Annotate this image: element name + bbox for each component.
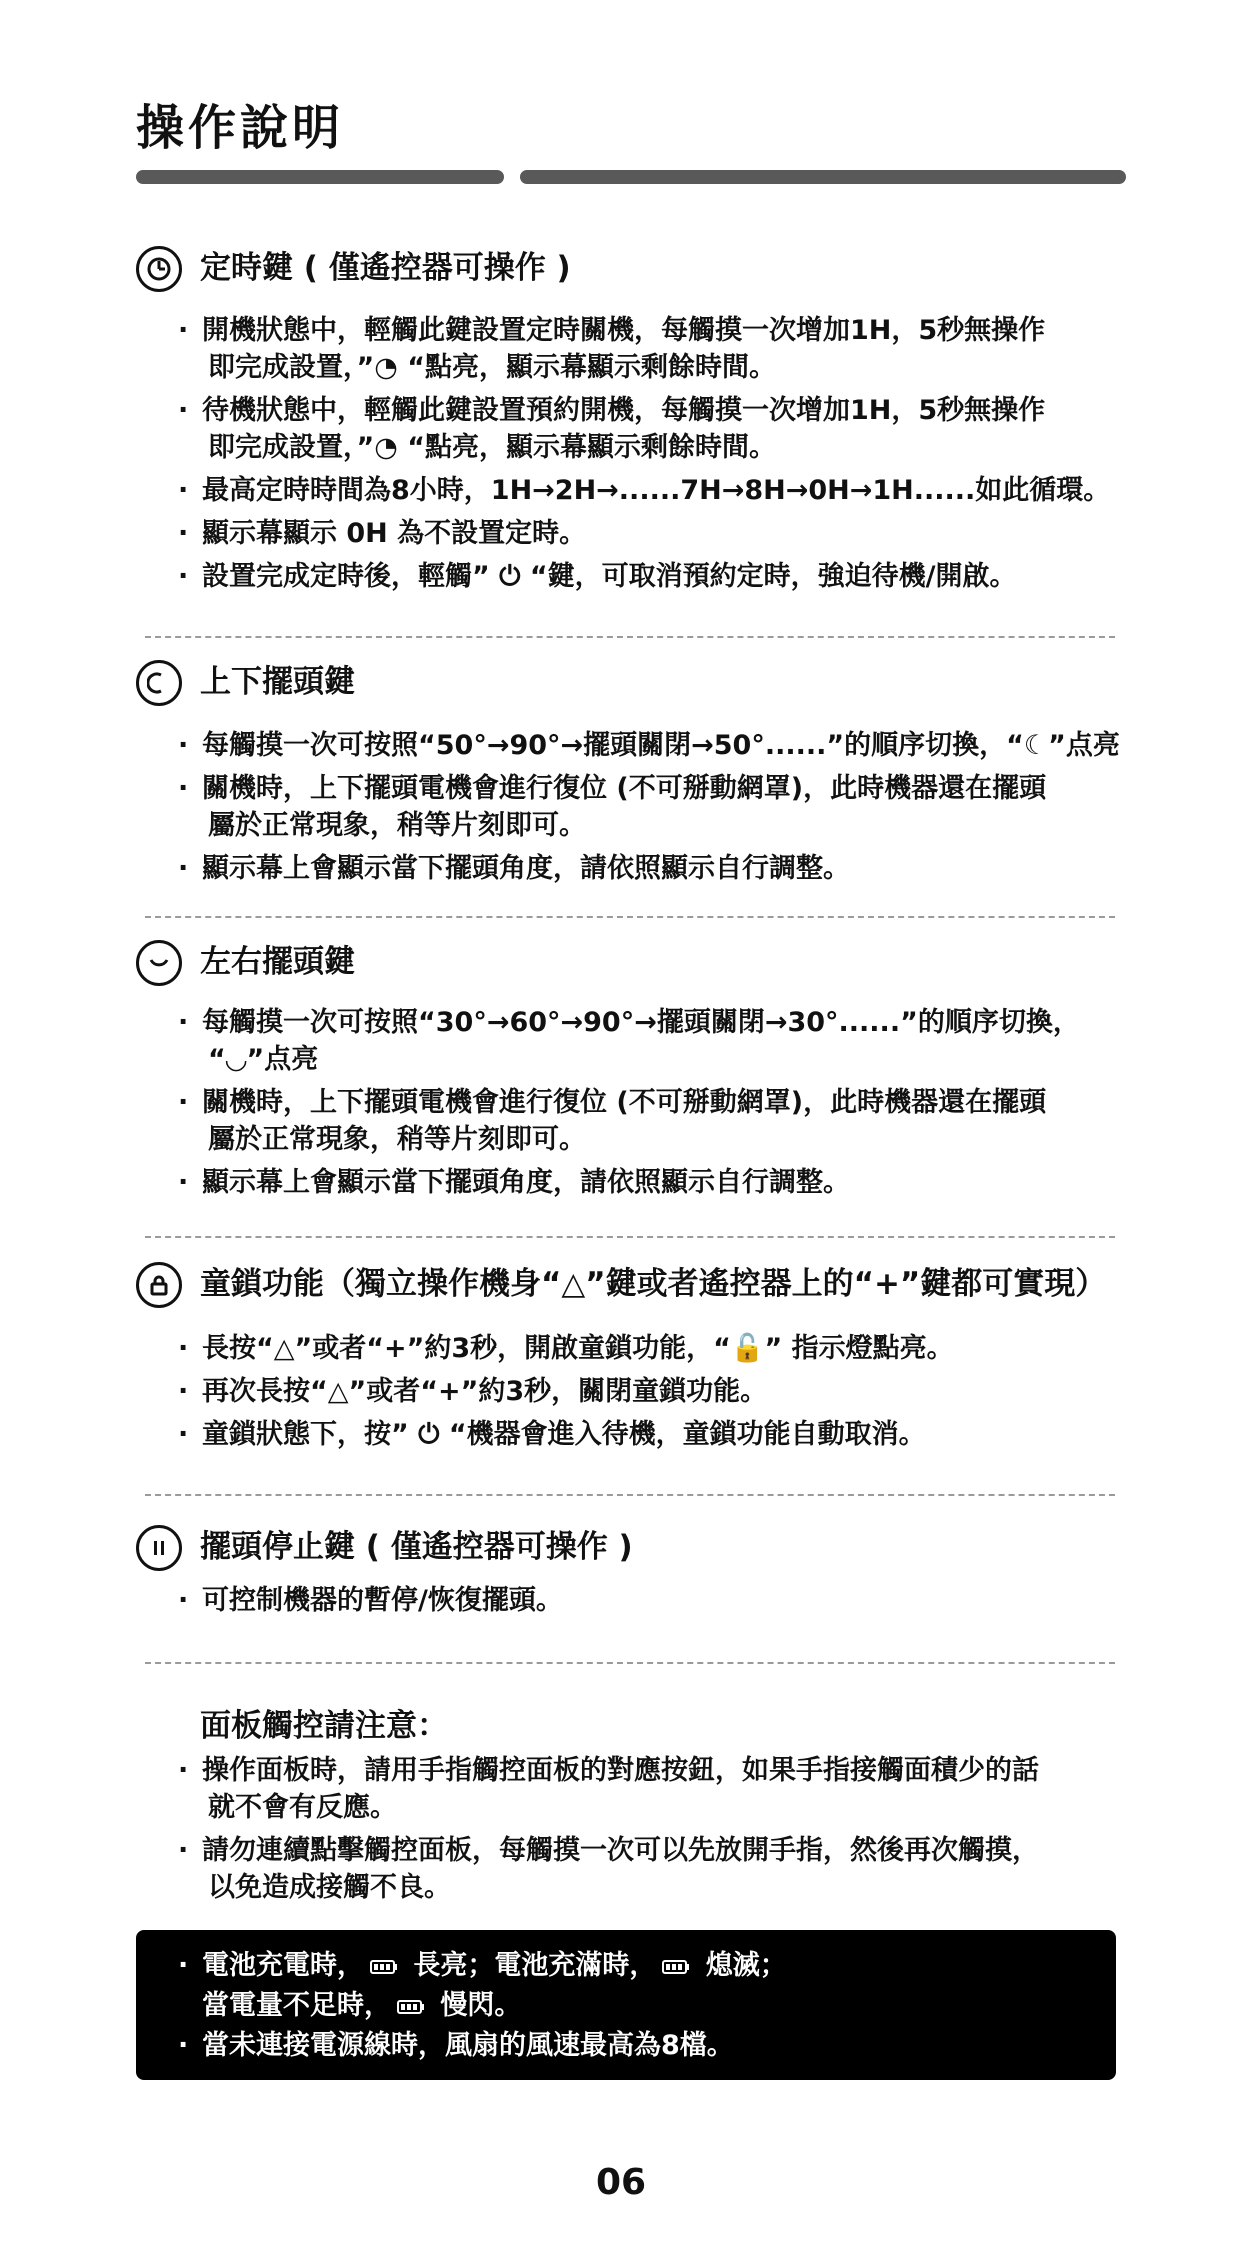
child-lock-item-1: · 長按“△”或者“+”約3秒，開啟童鎖功能，“🔓” 指示燈點亮。 — [178, 1330, 954, 1367]
timer-section-header — [136, 246, 571, 292]
vertical-swing-item-2: · 關機時，上下擺頭電機會進行復位 (不可掰動網罩)，此時機器還在擺頭 屬於正常現象，稍等片刻即可。 — [178, 770, 1120, 844]
section-divider-4 — [145, 1494, 1115, 1496]
power-cable-note: · 當未連接電源線時，風扇的風速最高為8檔。 — [178, 2026, 787, 2066]
touch-panel-notes-title: 面板觸控請注意： — [200, 1708, 448, 1744]
timer-section-title: 定時鍵 ( 僅遙控器可操作 ) — [200, 250, 571, 287]
section-divider-3 — [145, 1236, 1115, 1238]
swing-stop-section-header — [136, 1525, 633, 1571]
timer-item-5: · 設置完成定時後，輕觸” ⏻ “鍵，可取消預約定時，強迫待機/開啟。 — [178, 558, 1110, 595]
battery-icon — [370, 1959, 398, 1975]
vertical-swing-item-3: · 顯示幕上會顯示當下擺頭角度，請依照顯示自行調整。 — [178, 850, 1120, 887]
child-lock-item-2: · 再次長按“△”或者“+”約3秒，關閉童鎖功能。 — [178, 1373, 954, 1410]
horizontal-swing-list — [178, 1004, 1080, 1207]
section-divider-1 — [145, 636, 1115, 638]
child-lock-section-header — [136, 1262, 1106, 1308]
vertical-swing-section-header — [136, 660, 355, 706]
title-underline-left — [136, 170, 504, 184]
child-lock-section-title: 童鎖功能（獨立操作機身“△”鍵或者遙控器上的“+”鍵都可實現） — [200, 1266, 1107, 1303]
horizontal-swing-section-header — [136, 940, 355, 986]
page-title: 操作說明 — [136, 100, 345, 156]
timer-list — [178, 312, 1110, 601]
title-underline-right — [520, 170, 1126, 184]
touch-panel-notes-list — [178, 1752, 1039, 1912]
battery-icon — [397, 1999, 425, 2015]
timer-item-3: · 最高定時時間為8小時，1H→2H→......7H→8H→0H→1H......如此循環。 — [178, 472, 1110, 509]
vertical-swing-icon — [136, 660, 182, 706]
child-lock-icon — [136, 1262, 182, 1308]
swing-stop-section-title: 擺頭停止鍵 ( 僅遙控器可操作 ) — [200, 1529, 633, 1566]
timer-icon — [136, 246, 182, 292]
note-item-1: · 操作面板時，請用手指觸控面板的對應按鈕，如果手指接觸面積少的話 就不會有反應。 — [178, 1752, 1039, 1826]
swing-stop-item-1: · 可控制機器的暫停/恢復擺頭。 — [178, 1582, 563, 1619]
timer-item-4: · 顯示幕顯示 0H 為不設置定時。 — [178, 515, 1110, 552]
page-number: 06 — [595, 2162, 647, 2203]
section-divider-5 — [145, 1662, 1115, 1664]
battery-info-box — [136, 1930, 1116, 2080]
timer-item-1: · 開機狀態中，輕觸此鍵設置定時關機，每觸摸一次增加1H，5秒無操作 即完成設置，”◔ “點亮，顯示幕顯示剩餘時間。 — [178, 312, 1110, 386]
note-item-2: · 請勿連續點擊觸控面板，每觸摸一次可以先放開手指，然後再次觸摸， 以免造成接觸不良。 — [178, 1832, 1039, 1906]
timer-item-2: · 待機狀態中，輕觸此鍵設置預約開機，每觸摸一次增加1H，5秒無操作 即完成設置，”◔ “點亮，顯示幕顯示剩餘時間。 — [178, 392, 1110, 466]
section-divider-2 — [145, 916, 1115, 918]
battery-icon — [662, 1959, 690, 1975]
child-lock-item-3: · 童鎖狀態下，按” ⏻ “機器會進入待機，童鎖功能自動取消。 — [178, 1416, 954, 1453]
child-lock-list — [178, 1330, 954, 1459]
horizontal-swing-icon — [136, 940, 182, 986]
pause-icon — [136, 1525, 182, 1571]
vertical-swing-list — [178, 727, 1120, 893]
horizontal-swing-section-title: 左右擺頭鍵 — [200, 944, 355, 981]
horizontal-swing-item-2: · 關機時，上下擺頭電機會進行復位 (不可掰動網罩)，此時機器還在擺頭 屬於正常現象，稍等片刻即可。 — [178, 1084, 1080, 1158]
vertical-swing-item-1: · 每觸摸一次可按照“50°→90°→擺頭關閉→50°......”的順序切換，“☾”点亮 — [178, 727, 1120, 764]
vertical-swing-section-title: 上下擺頭鍵 — [200, 664, 355, 701]
horizontal-swing-item-1: · 每觸摸一次可按照“30°→60°→90°→擺頭關閉→30°......”的順序切換， “◡”点亮 — [178, 1004, 1080, 1078]
swing-stop-list — [178, 1582, 563, 1625]
horizontal-swing-item-3: · 顯示幕上會顯示當下擺頭角度，請依照顯示自行調整。 — [178, 1164, 1080, 1201]
battery-charging-note: · 電池充電時， 長亮；電池充滿時， 熄滅； 當電量不足時， 慢閃。 — [178, 1946, 787, 2026]
